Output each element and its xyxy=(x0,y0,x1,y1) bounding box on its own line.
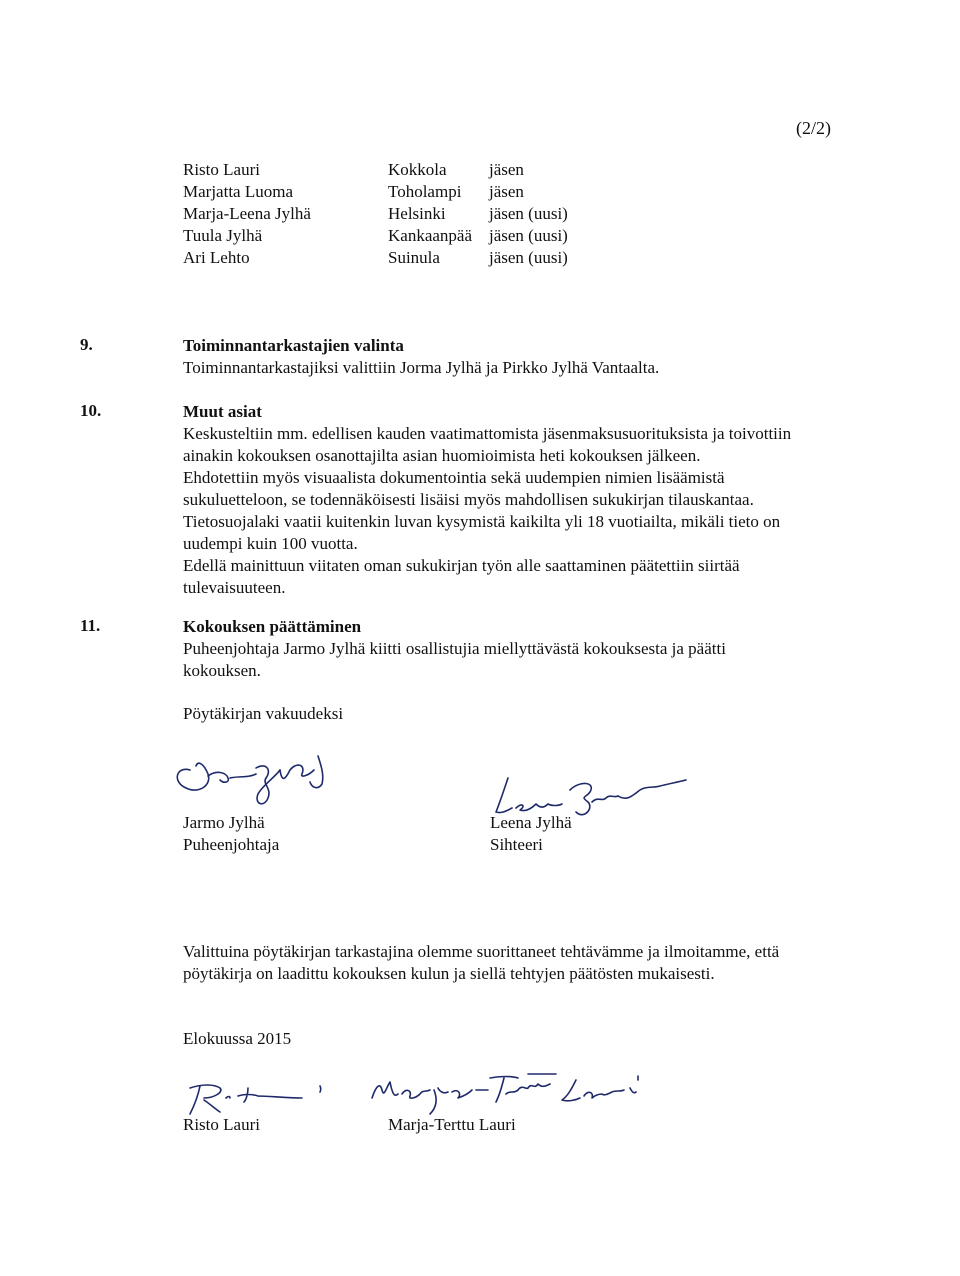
attestation-text: Pöytäkirjan vakuudeksi xyxy=(183,704,344,723)
section-10 xyxy=(183,401,883,599)
member-role: jäsen xyxy=(489,182,524,201)
signatory-name: Risto Lauri xyxy=(183,1115,260,1134)
member-name: Tuula Jylhä xyxy=(183,226,263,245)
section-line: Tietosuojalaki vaatii kuitenkin luvan kysymistä kaikilta yli 18 vuotiailta, mikäli tieto on xyxy=(183,512,781,531)
section-line: Ehdotettiin myös visuaalista dokumentointia sekä uudempien nimien lisäämistä xyxy=(183,468,725,487)
section-line: tulevaisuuteen. xyxy=(183,578,286,597)
member-name: Marja-Leena Jylhä xyxy=(183,204,311,223)
section-line: ainakin kokouksen osanottajilta asian huomioimista heti kokouksen jälkeen. xyxy=(183,446,701,465)
section-number: 9. xyxy=(80,335,93,354)
document-date: Elokuussa 2015 xyxy=(183,1029,292,1048)
section-9 xyxy=(183,335,883,379)
section-11 xyxy=(183,616,883,682)
member-name: Ari Lehto xyxy=(183,248,250,267)
page-number: (2/2) xyxy=(796,118,831,138)
section-number: 11. xyxy=(80,616,101,635)
signatory-name: Leena Jylhä xyxy=(490,813,572,832)
signature-jarmo xyxy=(168,748,358,818)
section-line: Keskusteltiin mm. edellisen kauden vaatimattomista jäsenmaksusuorituksista ja toivottiin xyxy=(183,424,792,443)
member-role: jäsen (uusi) xyxy=(489,248,568,267)
section-line: Puheenjohtaja Jarmo Jylhä kiitti osallistujia miellyttävästä kokouksesta ja päätti xyxy=(183,639,726,658)
member-role: jäsen (uusi) xyxy=(489,226,568,245)
member-role: jäsen xyxy=(489,160,524,179)
section-title: Muut asiat xyxy=(183,402,262,421)
member-name: Marjatta Luoma xyxy=(183,182,293,201)
section-title: Kokouksen päättäminen xyxy=(183,617,362,636)
section-line: uudempi kuin 100 vuotta. xyxy=(183,534,358,553)
member-role: jäsen (uusi) xyxy=(489,204,568,223)
examiners-statement-line: pöytäkirja on laadittu kokouksen kulun ja siellä tehtyjen päätösten mukaisesti. xyxy=(183,964,715,983)
section-number: 10. xyxy=(80,401,102,420)
section-line: Toiminnantarkastajiksi valittiin Jorma Jylhä ja Pirkko Jylhä Vantaalta. xyxy=(183,358,660,377)
signatory-name: Marja-Terttu Lauri xyxy=(388,1115,516,1134)
section-line: kokouksen. xyxy=(183,661,261,680)
section-title: Toiminnantarkastajien valinta xyxy=(183,336,404,355)
section-line: sukuluetteloon, se todennäköisesti lisäisi myös mahdollisen sukukirjan tilauskantaa. xyxy=(183,490,754,509)
section-line: Edellä mainittuun viitaten oman sukukirjan työn alle saattaminen päätettiin siirtää xyxy=(183,556,740,575)
member-name: Risto Lauri xyxy=(183,160,260,179)
examiners-statement-line: Valittuina pöytäkirjan tarkastajina olemme suorittaneet tehtävämme ja ilmoitamme, että xyxy=(183,942,780,961)
member-place: Suinula xyxy=(388,248,440,267)
member-place: Toholampi xyxy=(388,182,462,201)
signatory-title: Sihteeri xyxy=(490,835,543,854)
member-place: Helsinki xyxy=(388,204,446,223)
member-place: Kankaanpää xyxy=(388,226,473,245)
signatory-title: Puheenjohtaja xyxy=(183,835,280,854)
member-place: Kokkola xyxy=(388,160,447,179)
signatory-name: Jarmo Jylhä xyxy=(183,813,265,832)
